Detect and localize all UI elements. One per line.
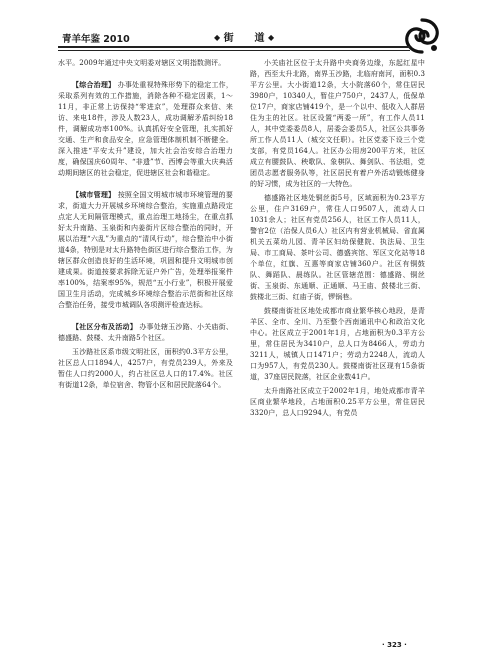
paragraph-community [58,322,233,344]
city-management-text: 按照全国文明城市城市环境管理的要求，街道大力开展城乡环境综合整治，实施重点路段定点定人无间隔管理模式，重点治理工地扬尘，在重点抓好太升南路、玉泉街和内姜街片区综合整治的同时，开展以治理“六乱”为重点的“清风行动”，综合整治中小街道4条，特别是对太升路特色街区进行综合整治工作，为辖区群众创造良好的生活环境，巩固和提升文明城市创建成果。街道按要求拆除无证户外广告，处理举报案件率100%，结案率95%，规范“五小行业”，积极开展爱国卫生月活动，完成城乡环境综合整治示范街和社区综合整治任务，接受市城调队各项测评检查达标。 [58,191,233,309]
right-column [250,58,425,422]
section-heading-community: 【社区分布及活动】 [72,323,137,331]
section-heading-city-management: 【城市管理】 [72,191,116,199]
left-column [58,58,233,394]
paragraph-taisheng: 太升南路社区成立于2002年1月，地处成都市青羊区商业繁华地段，占地面积0.25平方公里，常住居民3320户，总人口9294人，有党员 [250,387,425,417]
paragraph-governance [58,80,233,179]
section-title-char-2: 道 [254,33,265,44]
section-title [214,29,274,44]
paragraph-deshenglu: 德盛路社区地处铜丝街5号，区域面积为0.23平方公里，住户3169户，常住人口9507人，流动人口1031余人；社区有党员256人，社区工作人员11人，警官2位（治保人员6人）社区内有营业机械局、省直属机关五菜幼儿园、青羊区妇幼保健院、执法局、卫生局、市工商局、茶叶公司、德盛宾馆、军区文化站等18个单位，红旗、互惠等商家店铺360户。社区有铜鼓队、舞蹈队、晨练队。社区管辖范围：德盛路、铜丝街、玉泉街、东通顺、正通顺、马王庙、鼓楼北三街、鼓楼北三街、红庙子街，锣锅巷。 [250,194,425,301]
diamond-icon: ◆ [214,32,221,42]
page-number: · 323 · [382,641,407,649]
swirl-logo-icon [400,14,444,58]
header-rule-thin [58,50,410,51]
paragraph-gulou: 鼓楼南街社区地处成都市商业繁华核心地段，是青羊区、全市、全川、乃至整个西南通讯中心和政治文化中心。社区成立于2001年1月，占地面积为0.3平方公里，常住居民为3410户，总人口为8466人，劳动力3211人，城镇人口1471户；劳动力2248人，流动人口为957人，有党员230人。鼓楼南街社区现有15条街道，37座居民院落，社区企业数41户。 [250,307,425,381]
diamond-icon: ◆ [268,32,275,42]
yearbook-title: 青羊年鉴 2010 [62,34,130,45]
paragraph-yusha-community: 玉沙路社区系市级文明社区，面积约0.3平方公里，社区总人口1894人，4257户，有党员239人，外来及暂住人口约2000人，约占社区总人口的17.4%。社区有街道12条，单位宿舍、物管小区和居民院落64个。 [58,348,233,389]
paragraph-xiaoguanmiao: 小关庙社区位于太升路中央商务边缘，东起红星中路，西至太升北路，南界玉沙路，北临府南河，面积0.3平方公里。大小街道12条，大小院落60个，常住居民3980户，10340人，暂住户750户，2437人，低保单位17户，商家店铺419个，是一个以中、低收入人群居住为主的社区。社区设置“两委一所”，有工作人员11人，其中党委委员8人，居委会委员5人，社区公共事务所工作人员11人（城交文任职）。社区党委下设三个党支部，有党员164人。社区办公用房200平方米，社区成立有腰鼓队、秧歌队、象棋队、舞剑队、书法组，党团员志愿者服务队等，社区居民有着户外活动锻炼健身的好习惯，成为社区的一大特色。 [250,59,425,188]
section-heading-governance: 【综合治理】 [72,81,116,89]
paragraph-intro: 水平。2009年通过中央文明委对辖区文明指数测评。 [58,59,226,67]
section-title-char-1: 街 [223,33,234,44]
paragraph-city-management [58,190,233,311]
community-text: 办事处辖玉沙路、小关庙街、德盛路、鼓楼、太升南路5个社区。 [58,323,233,342]
header-rule [58,46,410,48]
governance-text: 办事处重视特殊形势下的稳定工作，采取系列有效的工作措施，消除各种不稳定因素，1～11月，非正常上访保持“零进京”，处理群众来信、来访、来电18件，涉及人数23人，成功调解矛盾纠纷18件，调解成功率100%。认真抓好安全管理，扎实抓好交通、生产和食品安全，应急管理体制机制不断健全。深入推进“平安太升”建设，加大社会治安综合治理力度，确保国庆60周年、“非遗”节、西博会等重大庆典活动期间辖区的社会稳定，促进辖区社会和谐稳定。 [58,81,233,177]
